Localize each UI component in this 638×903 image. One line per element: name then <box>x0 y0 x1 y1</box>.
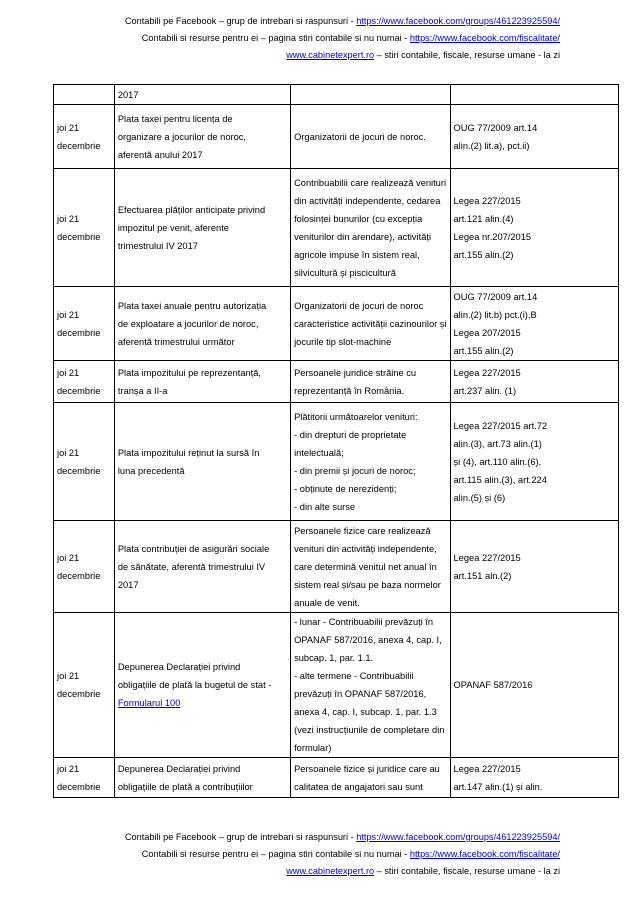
table-row <box>54 287 619 361</box>
cell-line: Depunerea Declarației privind <box>117 662 241 672</box>
cell-line: joi 21 <box>57 309 80 320</box>
cell-line: reprezentanță în România. <box>294 385 405 396</box>
table-row <box>54 613 619 758</box>
cell-line: prevăzuți în OPANAF 587/2016, <box>294 689 427 699</box>
cell-line: decembrie <box>57 689 101 699</box>
header-line-3: www.cabinetexpert.ro – stiri contabile, fiscale, resurse umane - la zi <box>286 50 560 60</box>
obligation-cell <box>114 403 290 521</box>
cell-line: silvicultură și piscicultură <box>294 267 396 278</box>
cell-line: formular) <box>294 743 332 753</box>
cell-line: decembrie <box>57 231 101 242</box>
deadlines-table <box>53 84 619 798</box>
cell-line: intelectuală; <box>294 447 344 458</box>
taxpayers-cell <box>291 105 450 169</box>
cell-line: Plătitorii următoarelor venituri: <box>294 411 418 422</box>
cell-line: decembrie <box>57 140 101 151</box>
obligation-cell <box>114 613 290 758</box>
cell-line: calitatea de angajatori sau sunt <box>294 781 423 792</box>
date-cell <box>54 105 115 169</box>
cell-line: jocurile tip slot-machine <box>294 336 392 347</box>
cell-line: trimestrului IV 2017 <box>117 240 198 251</box>
table-row <box>54 169 619 287</box>
cell-line: care determină venitul net anual în <box>294 561 437 572</box>
cell-line: OPANAF 587/2016 <box>453 680 533 690</box>
cabinetexpert-link[interactable]: www.cabinetexpert.ro <box>286 50 375 60</box>
cell-line: 2017 <box>117 89 139 100</box>
cell-line: OPANAF 587/2016, anexa 4, cap. I, <box>294 635 442 645</box>
cell-line: alin.(5) și (6) <box>453 492 506 503</box>
legal-basis-cell <box>450 361 618 403</box>
cell-line: alin.(2) lit.b) pct.(i),B <box>453 309 537 320</box>
cell-line: din activități independente, cedarea <box>294 195 441 206</box>
cell-line: decembrie <box>57 327 101 338</box>
cell-line: Persoanele juridice străine cu <box>294 367 417 378</box>
facebook-page-link[interactable]: https://www.facebook.com/fiscalitate/ <box>409 849 560 859</box>
table-row <box>54 758 619 798</box>
legal-basis-cell <box>450 287 618 361</box>
date-cell <box>54 169 115 287</box>
facebook-group-link[interactable]: https://www.facebook.com/groups/461223925594/ <box>356 832 560 842</box>
cell-line: sistem real și/sau pe baza normelor <box>294 579 441 590</box>
date-cell <box>54 287 115 361</box>
footer-line-3: www.cabinetexpert.ro – stiri contabile, fiscale, resurse umane - la zi <box>286 866 560 876</box>
cell-line: decembrie <box>57 781 101 792</box>
cell-line: subcap. 1, par. 1.1. <box>294 653 374 663</box>
header-line-1: Contabili pe Facebook – grup de intrebari si raspunsuri - https://www.facebook.com/groups/461223925594/ <box>124 16 560 26</box>
cell-line: Legea 227/2015 <box>453 552 521 563</box>
cell-line: obligațiile de plată a contribuțiilor <box>117 781 253 792</box>
page-footer <box>0 829 638 880</box>
page-header <box>0 13 638 64</box>
obligation-cell <box>114 521 290 613</box>
cell-line: decembrie <box>57 570 101 581</box>
cell-line: Legea 227/2015 <box>453 195 521 206</box>
date-cell <box>54 613 115 758</box>
date-cell <box>54 758 115 798</box>
cell-line: Plata taxei anuale pentru autorizația <box>117 300 267 311</box>
cell-line: aferentă anului 2017 <box>117 149 203 160</box>
cell-line: aferentă trimestrului următor <box>117 336 235 347</box>
cell-line: art.147 alin.(1) și alin. <box>453 781 543 792</box>
cell-line: joi 21 <box>57 447 80 458</box>
cell-line: - alte termene - Contribuabilii <box>294 671 414 681</box>
cell-line: organizare a jocurilor de noroc, <box>117 131 247 142</box>
cell-line: Organizatorii de jocuri de noroc <box>294 300 424 311</box>
cell-line: decembrie <box>57 465 101 476</box>
cell-line: art.155 alin.(2) <box>453 249 514 260</box>
cell-line: art.151 aln.(2) <box>453 570 512 581</box>
footer-line-2: Contabili si resurse pentru ei – pagina stiri contabile si nu numai - https://www.facebook.com/fiscalitate/ <box>141 849 560 859</box>
cell-line: (vezi instrucțiunile de completare din <box>294 725 445 735</box>
header-line-2: Contabili si resurse pentru ei – pagina stiri contabile si nu numai - https://www.facebook.com/fiscalitate/ <box>141 33 560 43</box>
legal-basis-cell <box>450 403 618 521</box>
cell-line: Plata taxei pentru licența de <box>117 113 233 124</box>
cell-line: art.121 alin.(4) <box>453 213 514 224</box>
obligation-cell <box>114 758 290 798</box>
taxpayers-cell <box>291 758 450 798</box>
cell-line: art.155 alin.(2) <box>453 345 514 356</box>
footer-line-1: Contabili pe Facebook – grup de intrebari si raspunsuri - https://www.facebook.com/groups/461223925594/ <box>124 832 560 842</box>
obligation-cell <box>114 169 290 287</box>
cell-line: tranșa a II-a <box>117 385 168 396</box>
cell-line: joi 21 <box>57 552 80 563</box>
cell-line: Legea 227/2015 <box>453 367 521 378</box>
table-row <box>54 361 619 403</box>
cell-line: joi 21 <box>57 763 80 774</box>
taxpayers-cell <box>291 403 450 521</box>
taxpayers-cell <box>291 85 450 105</box>
cell-line: art.237 alin. (1) <box>453 385 517 396</box>
cell-line: OUG 77/2009 art.14 <box>453 122 538 133</box>
legal-basis-cell <box>450 105 618 169</box>
cell-line: alin.(3), art.73 alin.(1) <box>453 438 542 449</box>
cell-line: decembrie <box>57 385 101 396</box>
date-cell <box>54 85 115 105</box>
cell-line: Depunerea Declarației privind <box>117 763 241 774</box>
table-row <box>54 521 619 613</box>
cell-line: Legea 207/2015 <box>453 327 521 338</box>
cell-line: - obținute de nerezidenți; <box>294 483 397 494</box>
formular-100-link[interactable]: Formularul 100 <box>117 698 181 708</box>
cell-line <box>118 694 287 712</box>
cell-line: joi 21 <box>57 122 80 133</box>
taxpayers-cell <box>291 169 450 287</box>
cell-line: - din premii și jocuri de noroc; <box>294 465 416 476</box>
legal-basis-cell <box>450 758 618 798</box>
table-row <box>54 105 619 169</box>
cell-line: Organizatorii de jocuri de noroc. <box>294 131 426 142</box>
cell-line: veniturilor din arendare), activități <box>294 231 432 242</box>
cell-line: - din drepturi de proprietate <box>294 429 407 440</box>
cell-line: joi 21 <box>57 213 80 224</box>
cell-line: Contribuabilii care realizează venituri <box>294 177 447 188</box>
obligation-cell <box>114 287 290 361</box>
taxpayers-cell <box>291 287 450 361</box>
cell-line: Plata impozitului reținut la sursă în <box>117 447 260 458</box>
cell-line: Plata impozitului pe reprezentanță, <box>117 367 261 378</box>
cell-line: art.115 alin.(3), art.224 <box>453 474 547 485</box>
cell-line: Efectuarea plăților anticipate privind <box>117 204 266 215</box>
facebook-group-link[interactable]: https://www.facebook.com/groups/461223925594/ <box>356 16 560 26</box>
cell-line: alin.(2) lit.a), pct.ii) <box>453 140 530 151</box>
cell-line: joi 21 <box>57 367 80 378</box>
cell-line: Persoanele fizice care realizează <box>294 525 431 536</box>
table-row <box>54 403 619 521</box>
cell-line: luna precedentă <box>117 465 185 476</box>
legal-basis-cell <box>450 169 618 287</box>
cell-line: Legea 227/2015 art.72 <box>453 420 548 431</box>
legal-basis-cell <box>450 85 618 105</box>
date-cell <box>54 521 115 613</box>
facebook-page-link[interactable]: https://www.facebook.com/fiscalitate/ <box>409 33 560 43</box>
legal-basis-cell <box>450 613 618 758</box>
cell-line: - din alte surse <box>294 501 356 512</box>
cell-line: de sănătate, aferentă trimestrului IV <box>117 561 266 572</box>
cell-line: de exploatare a jocurilor de noroc, <box>117 318 259 329</box>
cell-line: Plata contribuției de asigurări sociale <box>117 543 270 554</box>
cell-line: Persoanele fizice și juridice care au <box>294 763 440 774</box>
table-row <box>54 85 619 105</box>
obligation-cell <box>114 85 290 105</box>
cell-line: 2017 <box>117 579 139 590</box>
legal-basis-cell <box>450 521 618 613</box>
obligation-cell <box>114 361 290 403</box>
cell-line: agricole impuse în sistem real, <box>294 249 420 260</box>
cabinetexpert-link[interactable]: www.cabinetexpert.ro <box>286 866 375 876</box>
cell-line: Legea nr.207/2015 <box>453 231 532 242</box>
cell-line: venituri din activități independente, <box>294 543 437 554</box>
date-cell <box>54 403 115 521</box>
cell-line: folosinței bunurilor (cu excepția <box>294 213 423 224</box>
cell-line: anexa 4, cap. I, subcap. 1, par. 1.3 <box>294 707 437 717</box>
cell-line: - lunar - Contribuabilii prevăzuți în <box>294 617 434 627</box>
taxpayers-cell <box>291 521 450 613</box>
date-cell <box>54 361 115 403</box>
cell-line: impozitul pe venit, aferente <box>117 222 229 233</box>
taxpayers-cell <box>291 361 450 403</box>
cell-line: anuale de venit. <box>294 597 360 608</box>
obligation-cell <box>114 105 290 169</box>
cell-line: obligațiile de plată la bugetul de stat - <box>117 680 272 690</box>
cell-line: caracteristice activității cazinourilor și <box>294 318 447 329</box>
cell-line: Legea 227/2015 <box>453 763 521 774</box>
cell-line: și (4), art.110 alin.(6), <box>453 456 542 467</box>
cell-line: joi 21 <box>57 671 80 681</box>
cell-line: OUG 77/2009 art.14 <box>453 291 538 302</box>
taxpayers-cell <box>291 613 450 758</box>
